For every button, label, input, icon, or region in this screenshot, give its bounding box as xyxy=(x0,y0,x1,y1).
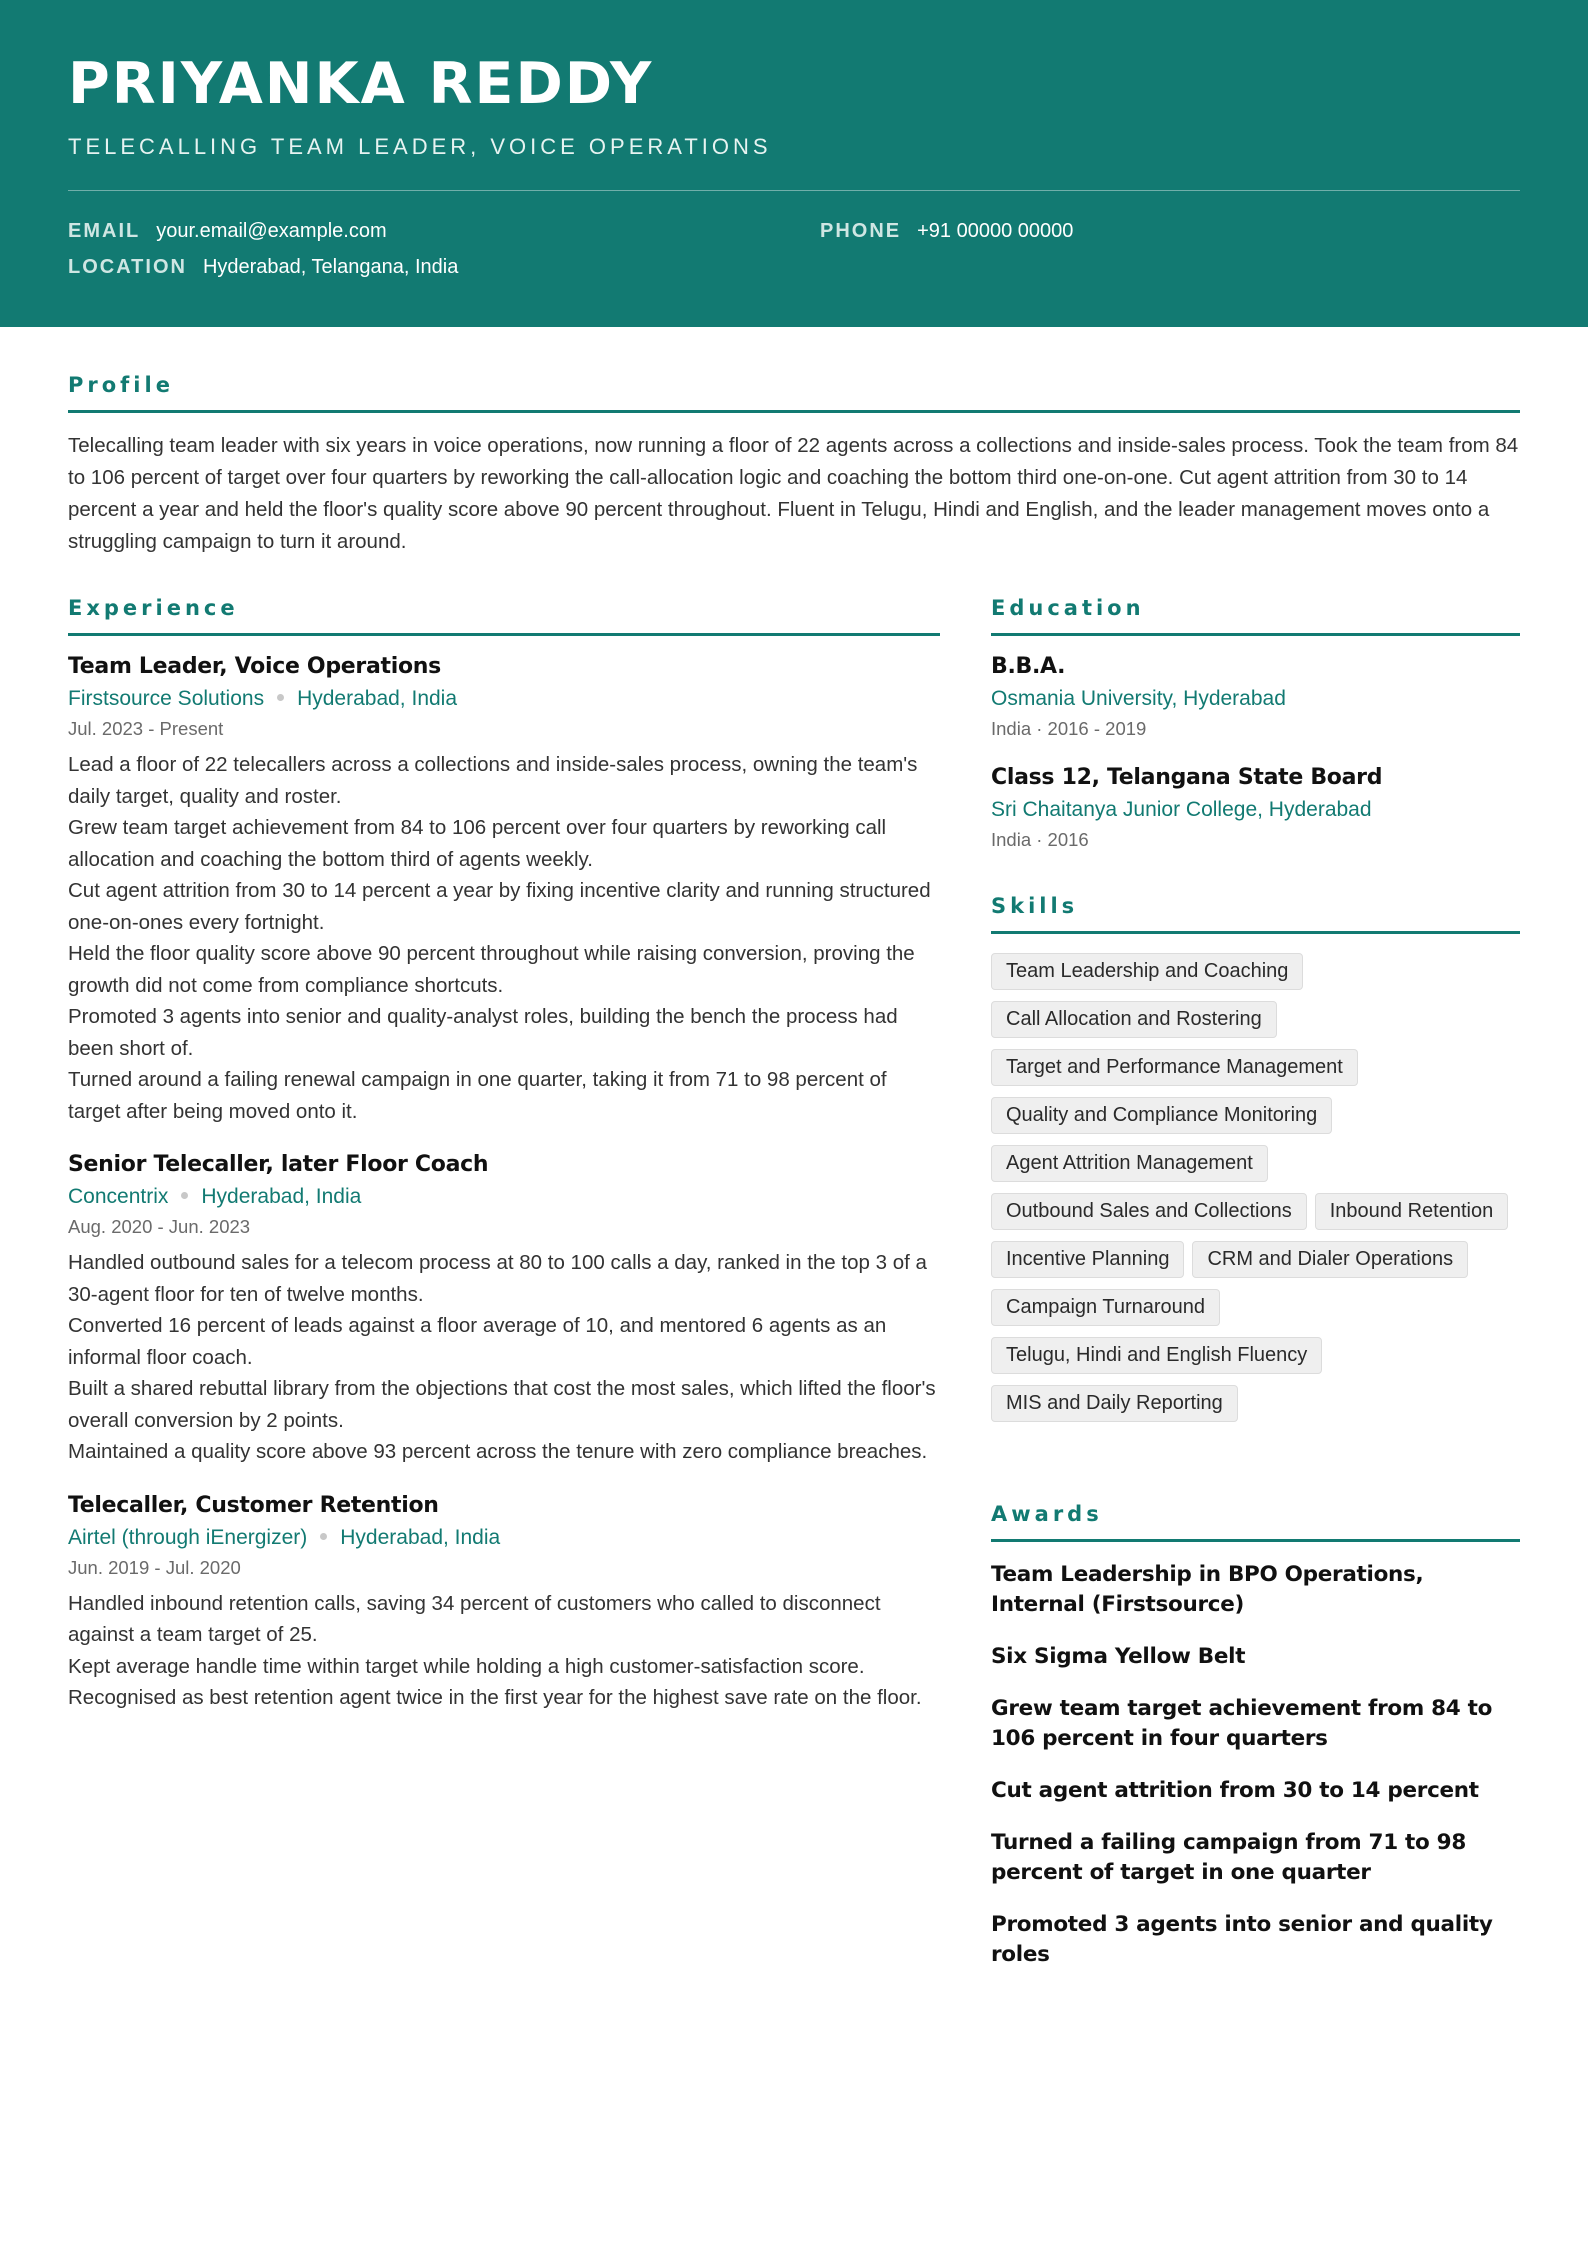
education-entry xyxy=(991,763,1520,854)
job-org xyxy=(68,1180,940,1213)
separator-dot xyxy=(320,1533,327,1540)
job-bullet: Lead a floor of 22 telecallers across a collections and inside-sales process, owning the team's daily target, quality and roster. xyxy=(68,753,918,808)
job-company: Concentrix xyxy=(68,1185,169,1208)
job-dates: Aug. 2020 - Jun. 2023 xyxy=(68,1216,251,1237)
job-location: Hyderabad, India xyxy=(340,1525,501,1549)
location-value: Hyderabad, Telangana, India xyxy=(202,256,459,278)
edu-degree: Class 12, Telangana State Board xyxy=(991,765,1383,790)
job-bullet: Kept average handle time within target while holding a high customer-satisfaction score. xyxy=(68,1654,865,1678)
candidate-role: TELECALLING TEAM LEADER, VOICE OPERATIONS xyxy=(68,134,772,159)
edu-meta: India · 2016 - 2019 xyxy=(991,718,1147,739)
experience-heading: Experience xyxy=(68,596,239,620)
job-bullet: Recognised as best retention agent twice in the first year for the highest save rate on the floor. xyxy=(68,1686,922,1709)
job-title: Senior Telecaller, later Floor Coach xyxy=(68,1152,489,1177)
edu-degree: B.B.A. xyxy=(991,654,1066,679)
job-entry xyxy=(68,1491,940,1714)
phone-value[interactable]: +91 00000 00000 xyxy=(917,220,1074,242)
award-item: Promoted 3 agents into senior and quality roles xyxy=(991,1912,1493,1967)
awards-list xyxy=(991,1560,1520,1992)
award-item: Grew team target achievement from 84 to 106 percent in four quarters xyxy=(991,1696,1493,1751)
award-item: Team Leadership in BPO Operations, Internal (Firstsource) xyxy=(991,1562,1424,1617)
header-divider xyxy=(68,190,1520,191)
education-rule xyxy=(991,633,1520,636)
job-bullet: Converted 16 percent of leads against a floor average of 10, and mentored 6 agents as an informal floor coach. xyxy=(68,1314,887,1369)
profile-heading: Profile xyxy=(68,373,174,397)
edu-school: Sri Chaitanya Junior College, Hyderabad xyxy=(991,798,1372,821)
job-bullet: Promoted 3 agents into senior and quality-analyst roles, building the bench the process had been short of. xyxy=(68,1005,898,1060)
job-bullet: Held the floor quality score above 90 percent throughout while raising conversion, proving the growth did not come from compliance shortcuts. xyxy=(68,942,915,997)
job-bullet: Turned around a failing renewal campaign in one quarter, taking it from 71 to 98 percent of target after being moved onto it. xyxy=(68,1068,887,1123)
job-bullet: Cut agent attrition from 30 to 14 percent a year by fixing incentive clarity and running structured one-on-ones every fortnight. xyxy=(68,879,931,934)
skill-chip: Incentive Planning xyxy=(991,1241,1184,1278)
email-label: EMAIL xyxy=(68,220,141,242)
skills-rule xyxy=(991,931,1520,934)
education-heading: Education xyxy=(991,596,1145,620)
awards-rule xyxy=(991,1539,1520,1542)
edu-school: Osmania University, Hyderabad xyxy=(991,687,1286,710)
contact-phone xyxy=(820,217,1073,245)
candidate-name: PRIYANKA REDDY xyxy=(68,51,654,117)
contact-location xyxy=(68,253,458,281)
profile-summary: Telecalling team leader with six years in voice operations, now running a floor of 22 agents across a collections and inside-sales process. Took the team from 84 to 106 percent of target over four quarters by reworking the call-allocation logic and coaching the bottom third one-on-one. Cut agent attrition from 30 to 14 percent a year and held the floor's quality score above 90 percent throughout. Fluent in Telugu, Hindi and English, and the leader management moves onto a struggling campaign to turn it around. xyxy=(68,434,1519,553)
job-company: Airtel (through iEnergizer) xyxy=(68,1525,308,1549)
skill-chip: Campaign Turnaround xyxy=(991,1289,1220,1326)
skill-chip: Telugu, Hindi and English Fluency xyxy=(991,1337,1322,1374)
profile-rule xyxy=(68,410,1520,413)
job-bullet: Grew team target achievement from 84 to 106 percent over four quarters by reworking call allocation and coaching the bottom third of agents weekly. xyxy=(68,816,887,871)
award-item: Turned a failing campaign from 71 to 98 percent of target in one quarter xyxy=(991,1830,1467,1885)
job-dates: Jun. 2019 - Jul. 2020 xyxy=(68,1556,241,1578)
email-value[interactable]: your.email@example.com xyxy=(156,220,387,242)
edu-meta: India · 2016 xyxy=(991,829,1089,850)
skill-chip: MIS and Daily Reporting xyxy=(991,1385,1238,1422)
skill-chip: Outbound Sales and Collections xyxy=(991,1193,1307,1230)
phone-label: PHONE xyxy=(820,220,902,242)
skill-chip: Agent Attrition Management xyxy=(991,1145,1268,1182)
experience-list xyxy=(68,652,940,1737)
job-bullet: Handled outbound sales for a telecom process at 80 to 100 calls a day, ranked in the top 3 of a 30-agent floor for ten of twelve months. xyxy=(68,1251,927,1306)
job-company: Firstsource Solutions xyxy=(68,687,265,710)
contact-email xyxy=(68,217,387,245)
skill-chip: Team Leadership and Coaching xyxy=(991,953,1303,990)
skills-list xyxy=(991,953,1520,1422)
skill-chip: Target and Performance Management xyxy=(991,1049,1358,1086)
job-entry xyxy=(68,652,940,1127)
job-bullet: Maintained a quality score above 93 percent across the tenure with zero compliance breaches. xyxy=(68,1440,928,1463)
job-location: Hyderabad, India xyxy=(201,1185,362,1208)
skill-chip: Call Allocation and Rostering xyxy=(991,1001,1277,1038)
skill-chip: Quality and Compliance Monitoring xyxy=(991,1097,1332,1134)
education-list xyxy=(991,652,1520,874)
separator-dot xyxy=(277,694,284,701)
job-entry xyxy=(68,1150,940,1468)
education-entry xyxy=(991,652,1520,743)
award-item: Cut agent attrition from 30 to 14 percent xyxy=(991,1778,1479,1803)
location-label: LOCATION xyxy=(68,256,187,278)
skill-chip: Inbound Retention xyxy=(1315,1193,1508,1230)
resume-header xyxy=(0,0,1588,327)
job-title: Telecaller, Customer Retention xyxy=(68,1492,439,1518)
job-location: Hyderabad, India xyxy=(297,687,458,710)
job-bullet: Built a shared rebuttal library from the objections that cost the most sales, which lifted the floor's overall conversion by 2 points. xyxy=(68,1377,936,1432)
job-bullet: Handled inbound retention calls, saving 34 percent of customers who called to disconnect against a team target of 25. xyxy=(68,1591,881,1646)
job-title: Team Leader, Voice Operations xyxy=(68,654,441,679)
job-org xyxy=(68,682,940,715)
job-dates: Jul. 2023 - Present xyxy=(68,718,224,739)
award-item: Six Sigma Yellow Belt xyxy=(991,1644,1246,1669)
awards-heading: Awards xyxy=(991,1502,1103,1526)
experience-rule xyxy=(68,633,940,636)
skills-heading: Skills xyxy=(991,894,1079,918)
job-org xyxy=(68,1521,940,1554)
separator-dot xyxy=(181,1192,188,1199)
skill-chip: CRM and Dialer Operations xyxy=(1192,1241,1468,1278)
